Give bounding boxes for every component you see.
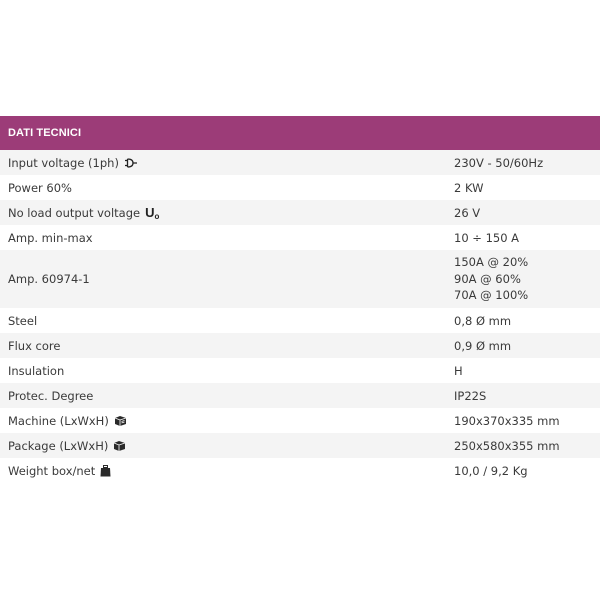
row-label: Amp. 60974-1 <box>8 272 90 286</box>
row-label: Power 60% <box>8 180 72 195</box>
row-value: 10 ÷ 150 A <box>454 230 520 245</box>
row-label: Weight box/net <box>8 463 96 478</box>
table-row <box>0 250 600 308</box>
plug-icon <box>124 158 138 168</box>
row-label: Package (LxWxH) <box>8 438 109 453</box>
row-value: 0,8 Ø mm <box>454 313 512 328</box>
row-value: 230V - 50/60Hz <box>454 155 544 170</box>
table-row <box>0 225 600 250</box>
table-row <box>0 175 600 200</box>
technical-specs-table <box>0 116 600 483</box>
weight-icon <box>100 465 111 477</box>
row-value: 0,9 Ø mm <box>454 338 512 353</box>
row-value-line: 70A @ 100% <box>454 288 529 303</box>
row-label: Input voltage (1ph) <box>8 155 119 170</box>
table-row <box>0 408 600 433</box>
package-box-icon <box>113 440 126 452</box>
table-row <box>0 383 600 408</box>
table-row <box>0 433 600 458</box>
uo-symbol-icon: $U_o$ <box>145 204 160 222</box>
machine-box-icon <box>114 415 127 427</box>
row-value: 10,0 / 9,2 Kg <box>454 463 528 478</box>
row-value-line: 90A @ 60% <box>454 271 521 286</box>
table-row <box>0 308 600 333</box>
row-value-multiline <box>454 254 600 304</box>
row-label: Steel <box>8 313 38 328</box>
table-row <box>0 150 600 175</box>
row-value: H <box>454 363 463 378</box>
row-value-line: 150A @ 20% <box>454 255 529 270</box>
row-value: 26 V <box>454 205 481 220</box>
row-value: 250x580x355 mm <box>454 438 560 453</box>
row-label: No load output voltage <box>8 205 141 220</box>
row-value: 2 KW <box>454 180 484 195</box>
table-row <box>0 200 600 225</box>
table-row <box>0 333 600 358</box>
row-value: 190x370x335 mm <box>454 413 560 428</box>
row-label: Protec. Degree <box>8 388 94 403</box>
table-row <box>0 458 600 483</box>
table-header: DATI TECNICI <box>0 116 600 150</box>
table-row <box>0 358 600 383</box>
row-label: Machine (LxWxH) <box>8 413 109 428</box>
row-label: Flux core <box>8 338 61 353</box>
row-label: Amp. min-max <box>8 230 93 245</box>
row-label: Insulation <box>8 363 65 378</box>
row-value: IP22S <box>454 388 487 403</box>
